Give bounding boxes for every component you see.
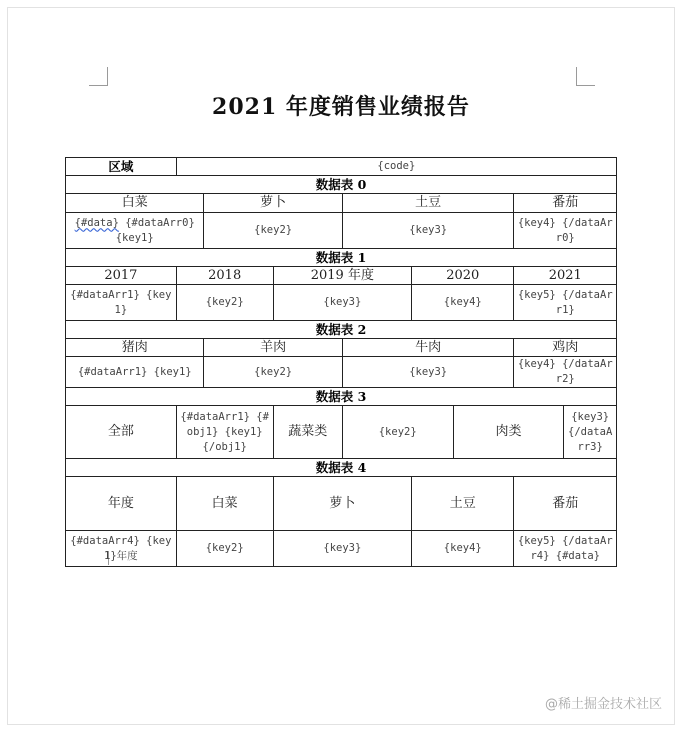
placeholder-cell[interactable]: {#dataArr1} {key1} [66, 285, 177, 321]
placeholder-cell[interactable]: {#dataArr1} {#obj1} {key1} {/obj1} [176, 406, 273, 459]
placeholder-cell[interactable]: {key3} [273, 531, 411, 567]
header-cell[interactable]: 羊肉 [204, 339, 342, 357]
placeholder-cell[interactable]: {#dataArr1} {key1} [66, 357, 204, 388]
section-title-0[interactable]: 数据表 0 [66, 176, 617, 194]
placeholder-cell[interactable]: {key4} [412, 285, 514, 321]
placeholder-cell[interactable]: {#dataArr4} {key1}年度 [66, 531, 177, 567]
table-row-section-title [66, 459, 617, 477]
header-cell[interactable]: 土豆 [412, 477, 514, 531]
header-cell[interactable]: 萝卜 [204, 194, 342, 213]
header-cell[interactable]: 白菜 [66, 194, 204, 213]
table-row-region [66, 158, 617, 176]
category-cell[interactable]: 全部 [66, 406, 177, 459]
placeholder-cell[interactable]: {key3} [342, 357, 514, 388]
table-row-section-title [66, 176, 617, 194]
header-cell[interactable]: 年度 [66, 477, 177, 531]
table-row-placeholder [66, 213, 617, 249]
placeholder-cell[interactable]: {key5} {/dataArr1} [514, 285, 617, 321]
section-title-2[interactable]: 数据表 2 [66, 321, 617, 339]
header-cell[interactable]: 2018 [176, 267, 273, 285]
sales-table[interactable] [65, 157, 617, 567]
placeholder-cell[interactable]: {key3} [273, 285, 411, 321]
table-row-section-title [66, 388, 617, 406]
margin-corner-top-left [89, 67, 108, 86]
header-cell[interactable]: 牛肉 [342, 339, 514, 357]
placeholder-cell[interactable]: {key5} {/dataArr4} {#data} [514, 531, 617, 567]
code-cell[interactable]: {code} [176, 158, 616, 176]
placeholder-cell[interactable]: {key4} {/dataArr0} [514, 213, 617, 249]
section-title-3[interactable]: 数据表 3 [66, 388, 617, 406]
placeholder-cell[interactable]: {key2} [176, 285, 273, 321]
placeholder-cell[interactable]: {key2} [342, 406, 453, 459]
table-row-placeholder [66, 406, 617, 459]
watermark: @稀土掘金技术社区 [544, 697, 662, 712]
placeholder-cell[interactable]: {key4} [412, 531, 514, 567]
placeholder-cell[interactable]: {key3} {/dataArr3} [564, 406, 617, 459]
placeholder-cell[interactable]: {key2} [204, 357, 342, 388]
placeholder-cell[interactable]: {key2} [204, 213, 342, 249]
section-title-4[interactable]: 数据表 4 [66, 459, 617, 477]
table-row-placeholder [66, 285, 617, 321]
header-cell[interactable]: 2020 [412, 267, 514, 285]
table-row-section-title [66, 249, 617, 267]
table-row-header [66, 267, 617, 285]
table-row-header [66, 477, 617, 531]
placeholder-cell[interactable]: {key4} {/dataArr2} [514, 357, 617, 388]
header-cell[interactable]: 白菜 [176, 477, 273, 531]
table-row-section-title [66, 321, 617, 339]
header-cell[interactable]: 2017 [66, 267, 177, 285]
table-row-placeholder [66, 531, 617, 567]
placeholder-cell[interactable]: {key2} [176, 531, 273, 567]
header-cell[interactable]: 土豆 [342, 194, 514, 213]
table-row-header [66, 194, 617, 213]
document-title[interactable]: 2021 年度销售业绩报告 [212, 94, 470, 120]
placeholder-cell[interactable]: {#data} {#dataArr0} {key1} [66, 213, 204, 249]
header-cell[interactable]: 猪肉 [66, 339, 204, 357]
header-cell[interactable]: 2021 [514, 267, 617, 285]
table-row-placeholder [66, 357, 617, 388]
margin-corner-top-right [576, 67, 595, 86]
header-cell[interactable]: 鸡肉 [514, 339, 617, 357]
category-cell[interactable]: 蔬菜类 [273, 406, 342, 459]
header-cell[interactable]: 番茄 [514, 194, 617, 213]
region-label[interactable]: 区域 [66, 158, 177, 176]
placeholder-cell[interactable]: {key3} [342, 213, 514, 249]
category-cell[interactable]: 肉类 [453, 406, 564, 459]
table-row-header [66, 339, 617, 357]
header-cell[interactable]: 番茄 [514, 477, 617, 531]
header-cell[interactable]: 2019 年度 [273, 267, 411, 285]
header-cell[interactable]: 萝卜 [273, 477, 411, 531]
section-title-1[interactable]: 数据表 1 [66, 249, 617, 267]
